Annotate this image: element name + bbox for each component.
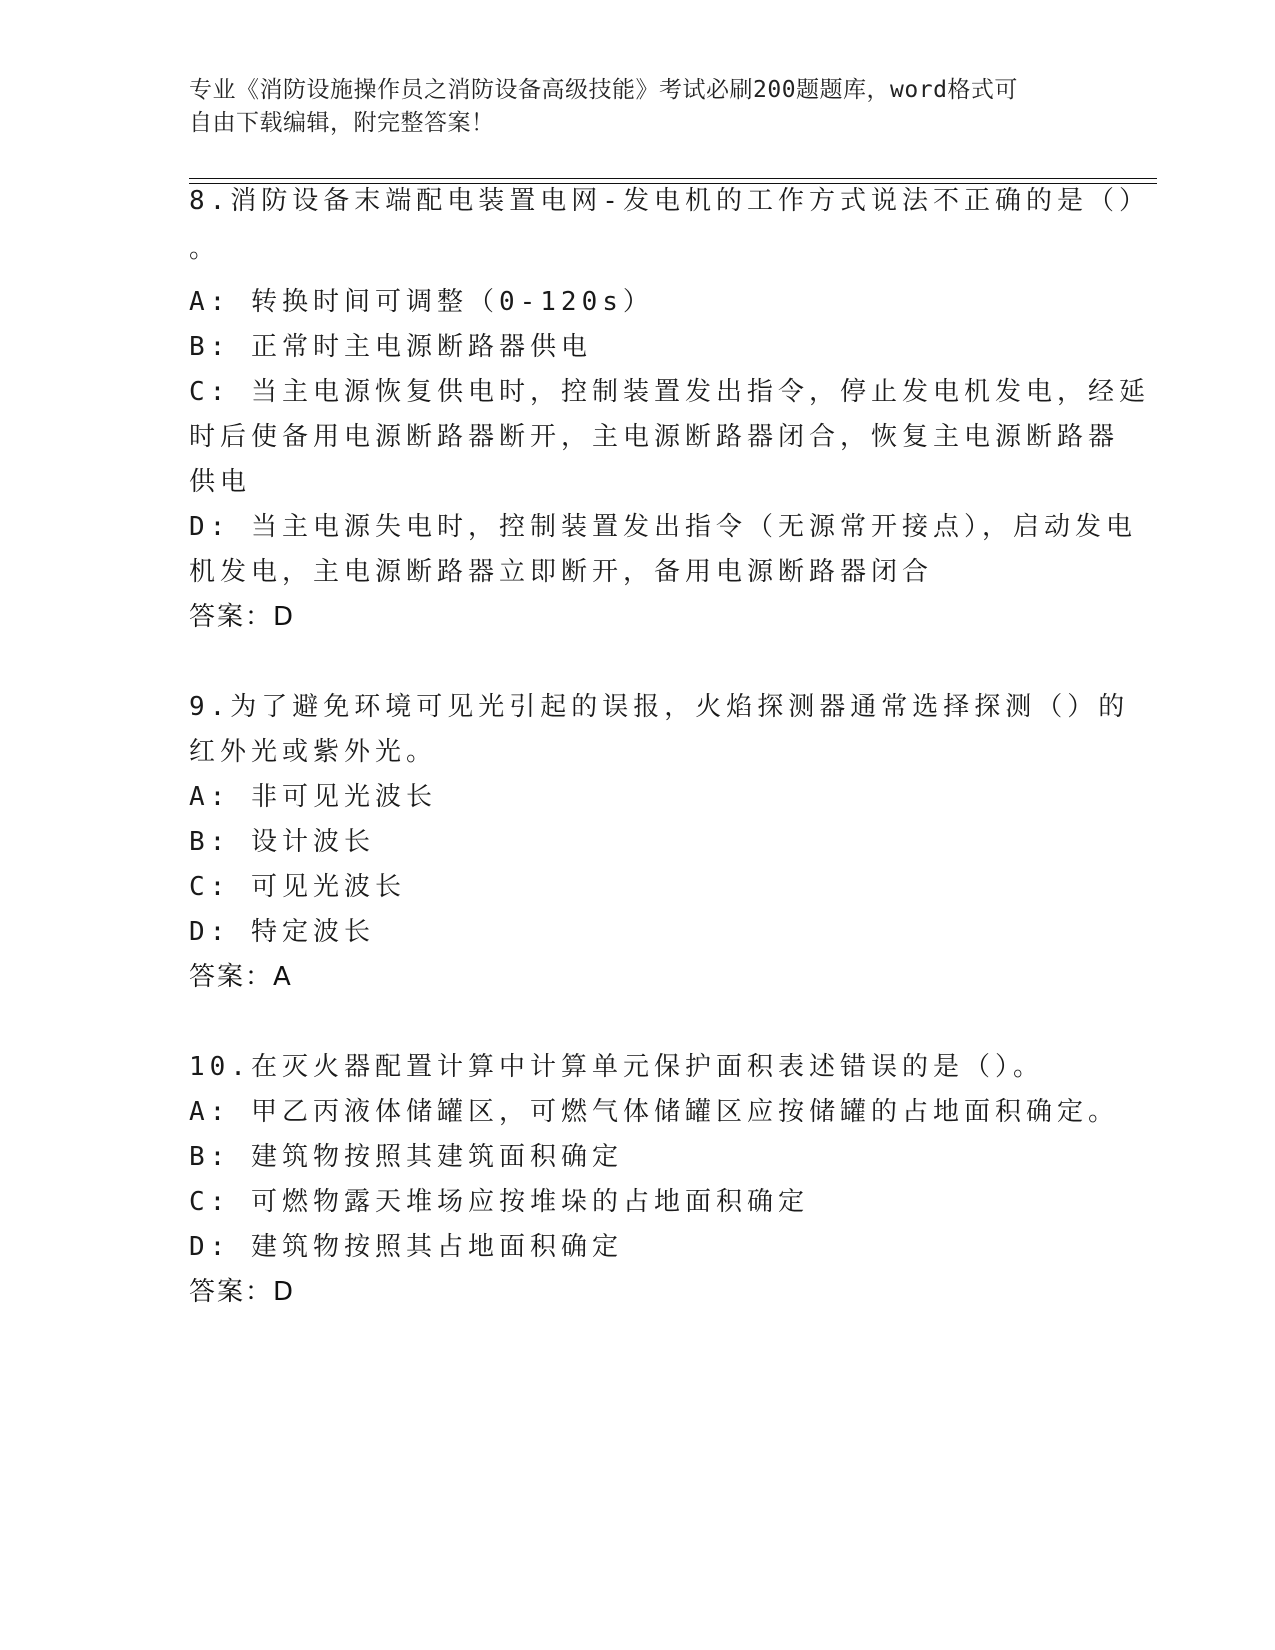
question-9-stem-line-2: 红外光或紫外光。 — [189, 737, 438, 767]
answer-value: D — [273, 602, 295, 632]
header-line-2: 自由下载编辑，附完整答案！ — [189, 110, 495, 136]
question-8-answer — [189, 600, 294, 634]
header-divider-top — [189, 178, 1157, 179]
question-10-option-b: B: 建筑物按照其建筑面积确定 — [189, 1142, 623, 1172]
answer-value: D — [273, 1277, 295, 1307]
question-9-option-a: A: 非可见光波长 — [189, 782, 437, 812]
question-9-stem-line-1: 9.为了避免环境可见光引起的误报，火焰探测器通常选择探测（）的 — [189, 692, 1130, 722]
answer-label: 答案： — [189, 962, 274, 992]
question-8-option-c-line-3: 供电 — [189, 467, 252, 497]
question-8-option-c-line-2: 时后使备用电源断路器断开，主电源断路器闭合，恢复主电源断路器 — [189, 422, 1120, 452]
question-8-stem-line-1: 8.消防设备末端配电装置电网-发电机的工作方式说法不正确的是（） — [189, 186, 1150, 216]
question-10-option-d: D: 建筑物按照其占地面积确定 — [189, 1232, 623, 1262]
question-9-answer — [189, 960, 292, 994]
answer-label: 答案： — [189, 602, 274, 632]
answer-value: A — [273, 962, 292, 992]
question-9-option-c: C: 可见光波长 — [189, 872, 406, 902]
question-8-option-d-line-1: D: 当主电源失电时，控制装置发出指令（无源常开接点），启动发电 — [189, 512, 1137, 542]
question-10-option-c: C: 可燃物露天堆场应按堆垛的占地面积确定 — [189, 1187, 809, 1217]
question-8-option-c-line-1: C: 当主电源恢复供电时，控制装置发出指令，停止发电机发电，经延 — [189, 377, 1150, 407]
question-10-answer — [189, 1275, 294, 1309]
answer-label: 答案： — [189, 1277, 274, 1307]
question-8-option-b: B: 正常时主电源断路器供电 — [189, 332, 592, 362]
question-10-stem: 10.在灭火器配置计算中计算单元保护面积表述错误的是（）。 — [189, 1052, 1044, 1082]
question-9-option-d: D: 特定波长 — [189, 917, 375, 947]
header-line-1: 专业《消防设施操作员之消防设备高级技能》考试必刷200题题库，word格式可 — [189, 77, 1018, 103]
question-8-option-d-line-2: 机发电，主电源断路器立即断开，备用电源断路器闭合 — [189, 557, 934, 587]
question-10-option-a: A: 甲乙丙液体储罐区，可燃气体储罐区应按储罐的占地面积确定。 — [189, 1097, 1119, 1127]
question-9-option-b: B: 设计波长 — [189, 827, 375, 857]
document-header — [189, 74, 1089, 140]
question-8-stem-line-2: 。 — [189, 234, 221, 264]
question-8-option-a: A: 转换时间可调整（0-120s） — [189, 287, 654, 317]
